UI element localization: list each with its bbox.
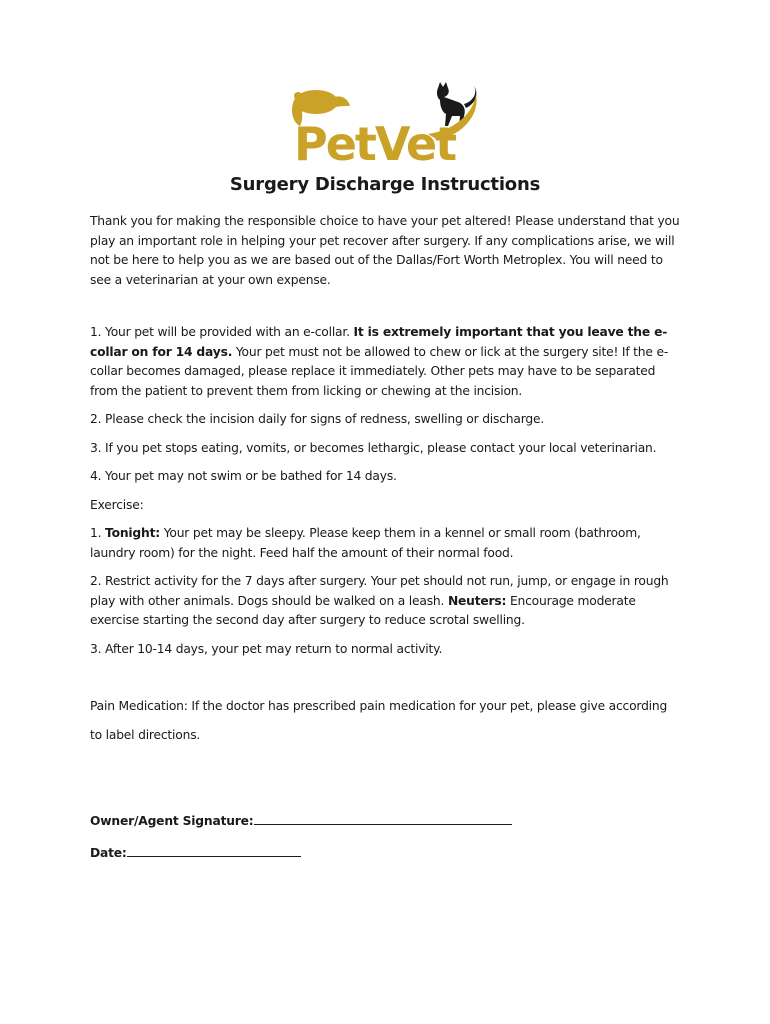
page-title: Surgery Discharge Instructions — [229, 174, 541, 195]
exercise-heading: Exercise: — [90, 497, 144, 512]
instruction-item-3: 3. If you pet stops eating, vomits, or becomes lethargic, please contact your local veterinarian. — [90, 440, 657, 455]
signature-line[interactable] — [254, 811, 512, 825]
petvet-logo — [288, 82, 483, 164]
exercise-item-2-suffix: Encourage moderate exercise starting the second day after surgery to reduce scrotal swelling. — [90, 593, 636, 627]
date-line[interactable] — [127, 843, 301, 857]
logo-text: PetVet — [294, 117, 456, 164]
exercise-item-3: 3. After 10-14 days, your pet may return to normal activity. — [90, 641, 443, 656]
instruction-item-4: 4. Your pet may not swim or be bathed for 14 days. — [90, 469, 397, 483]
instruction-item-1-suffix: Your pet must not be allowed to chew or lick at the surgery site! If the e-collar becomes damaged, please replace it immediately. Other pets may have to be separated from the patient to prevent them from licking or chewing at the incision. — [90, 344, 669, 398]
exercise-item-1 — [90, 524, 680, 563]
instruction-item-1-bold: It is extremely important that you leave the e-collar on for 14 days. — [90, 325, 668, 359]
exercise-item-1-prefix: 1. — [90, 526, 106, 540]
signature-row — [90, 811, 680, 832]
instruction-item-1 — [90, 323, 680, 401]
exercise-item-2 — [90, 572, 680, 631]
document-body — [90, 212, 680, 874]
pain-medication-paragraph: Pain Medication: If the doctor has prescribed pain medication for your pet, please give according to label directions. — [90, 699, 668, 742]
instruction-item-1-prefix: 1. Your pet will be provided with an e-collar. — [90, 325, 354, 339]
date-row — [90, 843, 680, 864]
signature-label: Owner/Agent Signature: — [90, 814, 254, 828]
instruction-item-2: 2. Please check the incision daily for signs of redness, swelling or discharge. — [90, 412, 545, 426]
date-label: Date: — [90, 845, 127, 860]
exercise-item-2-bold: Neuters: — [447, 593, 507, 608]
intro-paragraph: Thank you for making the responsible choice to have your pet altered! Please understand that you play an important role in helping your pet recover after surgery. If any complications arise, we will not be here to help you as we are based out of the Dallas/Fort Worth Metroplex. You will need to see a veterinarian at your own expense. — [90, 214, 680, 287]
exercise-item-1-suffix: Your pet may be sleepy. Please keep them in a kennel or small room (bathroom, laundry room) for the night. Feed half the amount of their normal food. — [90, 526, 641, 560]
exercise-item-2-prefix: 2. Restrict activity for the 7 days after surgery. Your pet should not run, jump, or engage in rough play with other animals. Dogs should be walked on a leash. — [90, 574, 669, 608]
exercise-item-1-bold: Tonight: — [105, 526, 160, 540]
